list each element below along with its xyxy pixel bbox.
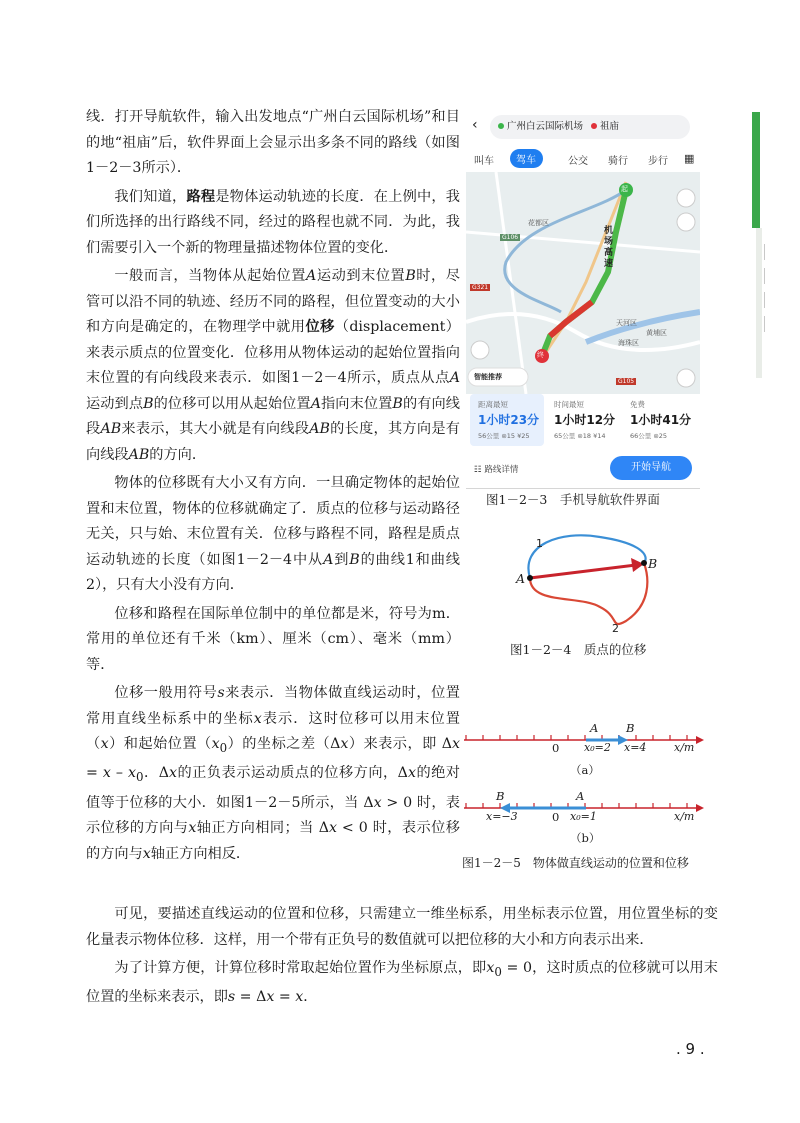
edge-mark [764, 316, 779, 332]
end-tag: 终 [537, 351, 544, 359]
paragraph: 可见，要描述直线运动的位置和位移，只需建立一维坐标系，用坐标表示位置，用位置坐标的变化量表示物体位移．这样，用一个带有正负号的数值就可以把位移的大小和方向表示出来． [86, 906, 718, 948]
map-label: 黄埔区 [646, 329, 667, 337]
axis-label: x/m [674, 741, 695, 754]
route-map[interactable] [466, 172, 700, 394]
paragraph: 线．打开导航软件，输入出发地点“广州白云国际机场”和目的地“祖庙”后，软件界面上会显示出多条不同的路线（如图1－2－3所示）． [86, 109, 460, 176]
point-a-label: A [576, 789, 585, 803]
origin-label: 0 [552, 810, 560, 824]
route-option[interactable] [546, 394, 620, 446]
navigation-app-screenshot [466, 108, 700, 489]
route-option-detail: 65公里 ⊜18 ¥14 [554, 432, 606, 440]
x0-label: x₀=2 [584, 741, 611, 754]
route-search-bar [466, 108, 700, 146]
route-option-time: 1小时23分 [478, 413, 540, 427]
paragraph: 我们知道，路程是物体运动轨迹的长度．在上例中，我们所选择的出行路线不同，经过的路程也就不同．为此，我们需要引入一个新的物理量描述物体位置的变化． [86, 188, 460, 256]
transport-tabs [466, 146, 700, 172]
route-options [466, 394, 700, 450]
back-icon[interactable]: ‹ [472, 117, 478, 133]
route-option-time: 1小时12分 [554, 413, 616, 427]
route-option-header: 时间最短 [554, 400, 584, 409]
start-navigation-button[interactable]: 开始导航 [610, 456, 692, 480]
point-a-label: A [516, 571, 526, 586]
body-text-full [86, 902, 718, 1014]
figure-caption: 图1－2－3 手机导航软件界面 [486, 492, 660, 507]
origin-label: 0 [552, 741, 560, 755]
edge-side-band [756, 228, 762, 378]
destination-dot-icon [591, 123, 597, 129]
destination-label: 祖庙 [600, 121, 620, 132]
page-number: . 9 . [676, 1040, 705, 1058]
figure-caption: 图1－2－4 质点的位移 [510, 642, 647, 657]
curve-label: 2 [612, 622, 619, 635]
curve-label: 1 [536, 537, 543, 550]
route-input[interactable] [490, 115, 690, 139]
paragraph: 位移一般用符号s来表示．当物体做直线运动时，位置常用直线坐标系中的坐标x表示．这时位移可以用末位置（x）和起始位置$(x_0)$的坐标之差（Δx）来表示，即 $\Delta x = x - x_0$．Δx的正负表示运动质点的位移方向，Δx的绝对值等于位移的大小．如图1－2－5所示，当 Δx > 0 时，表示位移的方向与x轴正方向相同；当 Δx < 0 时，表示位移的方向与x轴正方向相反． [86, 685, 460, 862]
point-b-dot [641, 560, 647, 566]
route-option-detail: 66公里 ⊜25 [630, 432, 668, 440]
map-label: 花都区 [528, 219, 549, 227]
bottom-bar [466, 450, 700, 488]
origin-label: 广州白云国际机场 [507, 121, 584, 132]
axis-label: x/m [674, 810, 695, 823]
route-option-header: 距离最短 [478, 400, 508, 409]
tab-drive[interactable]: 驾车 [510, 149, 543, 168]
subfigure-label: （b） [570, 831, 601, 845]
route-option[interactable] [470, 394, 544, 446]
highway-badge: G321 [472, 284, 489, 291]
tab-bus[interactable]: 公交 [568, 156, 588, 167]
tab-taxi[interactable]: 叫车 [474, 156, 494, 167]
map-label: 天河区 [616, 319, 637, 327]
subfigure-label: （a） [570, 763, 600, 777]
route-detail-link[interactable]: ☷ 路线详情 [474, 465, 519, 475]
displacement-figure [500, 525, 680, 635]
x0-label: x₀=1 [570, 810, 597, 823]
edge-mark [764, 244, 779, 260]
highway-badge: G106 [502, 234, 519, 241]
body-text-column [86, 105, 460, 870]
origin-dot-icon [498, 123, 504, 129]
edge-mark [764, 292, 779, 308]
paragraph: 位移和路程在国际单位制中的单位都是米，符号为m．常用的单位还有千米（km）、厘米（cm）、毫米（mm）等． [86, 605, 460, 673]
smart-recommend-button[interactable]: 智能推荐 [474, 373, 502, 381]
highway-badge: G105 [618, 378, 635, 385]
x-label: x=−3 [486, 810, 518, 823]
route-option-time: 1小时41分 [630, 413, 692, 427]
map-road-label: 机场高速 [604, 226, 614, 269]
paragraph: 为了计算方便，计算位移时常取起始位置作为坐标原点，即$x_0 = 0$，这时质点的位移就可以用末位置的坐标来表示，即s = Δx = x． [86, 960, 718, 1006]
route-option[interactable] [622, 394, 696, 446]
route-option-header: 免费 [630, 400, 645, 409]
paragraph: 物体的位移既有大小又有方向．一旦确定物体的起始位置和末位置，物体的位移就确定了．质点的位移与运动路径无关，只与始、末位置有关．位移与路程不同，路程是质点运动轨迹的长度（如图1－2－4中从A到B的曲线1和曲线2），只有大小没有方向． [86, 475, 460, 593]
edge-color-bar [752, 112, 760, 228]
point-b-label: B [626, 721, 635, 735]
point-a-label: A [590, 721, 599, 735]
point-a-dot [527, 575, 533, 581]
point-b-label: B [496, 789, 505, 803]
displacement-arrow [530, 565, 636, 578]
start-tag: 起 [621, 185, 628, 193]
term-displacement: 位移 [305, 319, 335, 335]
tab-bike[interactable]: 骑行 [608, 156, 628, 167]
edge-mark [764, 268, 779, 284]
paragraph: 一般而言，当物体从起始位置A运动到末位置B时，尽管可以沿不同的轨迹、经历不同的路程，但位置变动的大小和方向是确定的，在物理学中就用位移（displacement）来表示质点的位置变化．位移用从物体运动的起始位置指向末位置的有向线段来表示．如图1－2－4所示，质点从点A运动到点B的位移可以用从起始位置A指向末位置B的有向线段AB来表示，其大小就是有向线段AB的长度，其方向是有向线段AB的方向． [86, 268, 460, 463]
figure-caption: 图1－2－5 物体做直线运动的位置和位移 [462, 856, 689, 870]
x-label: x=4 [624, 741, 647, 754]
tab-walk[interactable]: 步行 [648, 156, 668, 167]
grid-icon[interactable]: ▦ [684, 152, 695, 165]
map-label: 海珠区 [618, 339, 639, 347]
route-option-detail: 56公里 ⊜15 ¥25 [478, 432, 530, 440]
term-distance: 路程 [186, 188, 216, 205]
point-b-label: B [648, 556, 658, 571]
